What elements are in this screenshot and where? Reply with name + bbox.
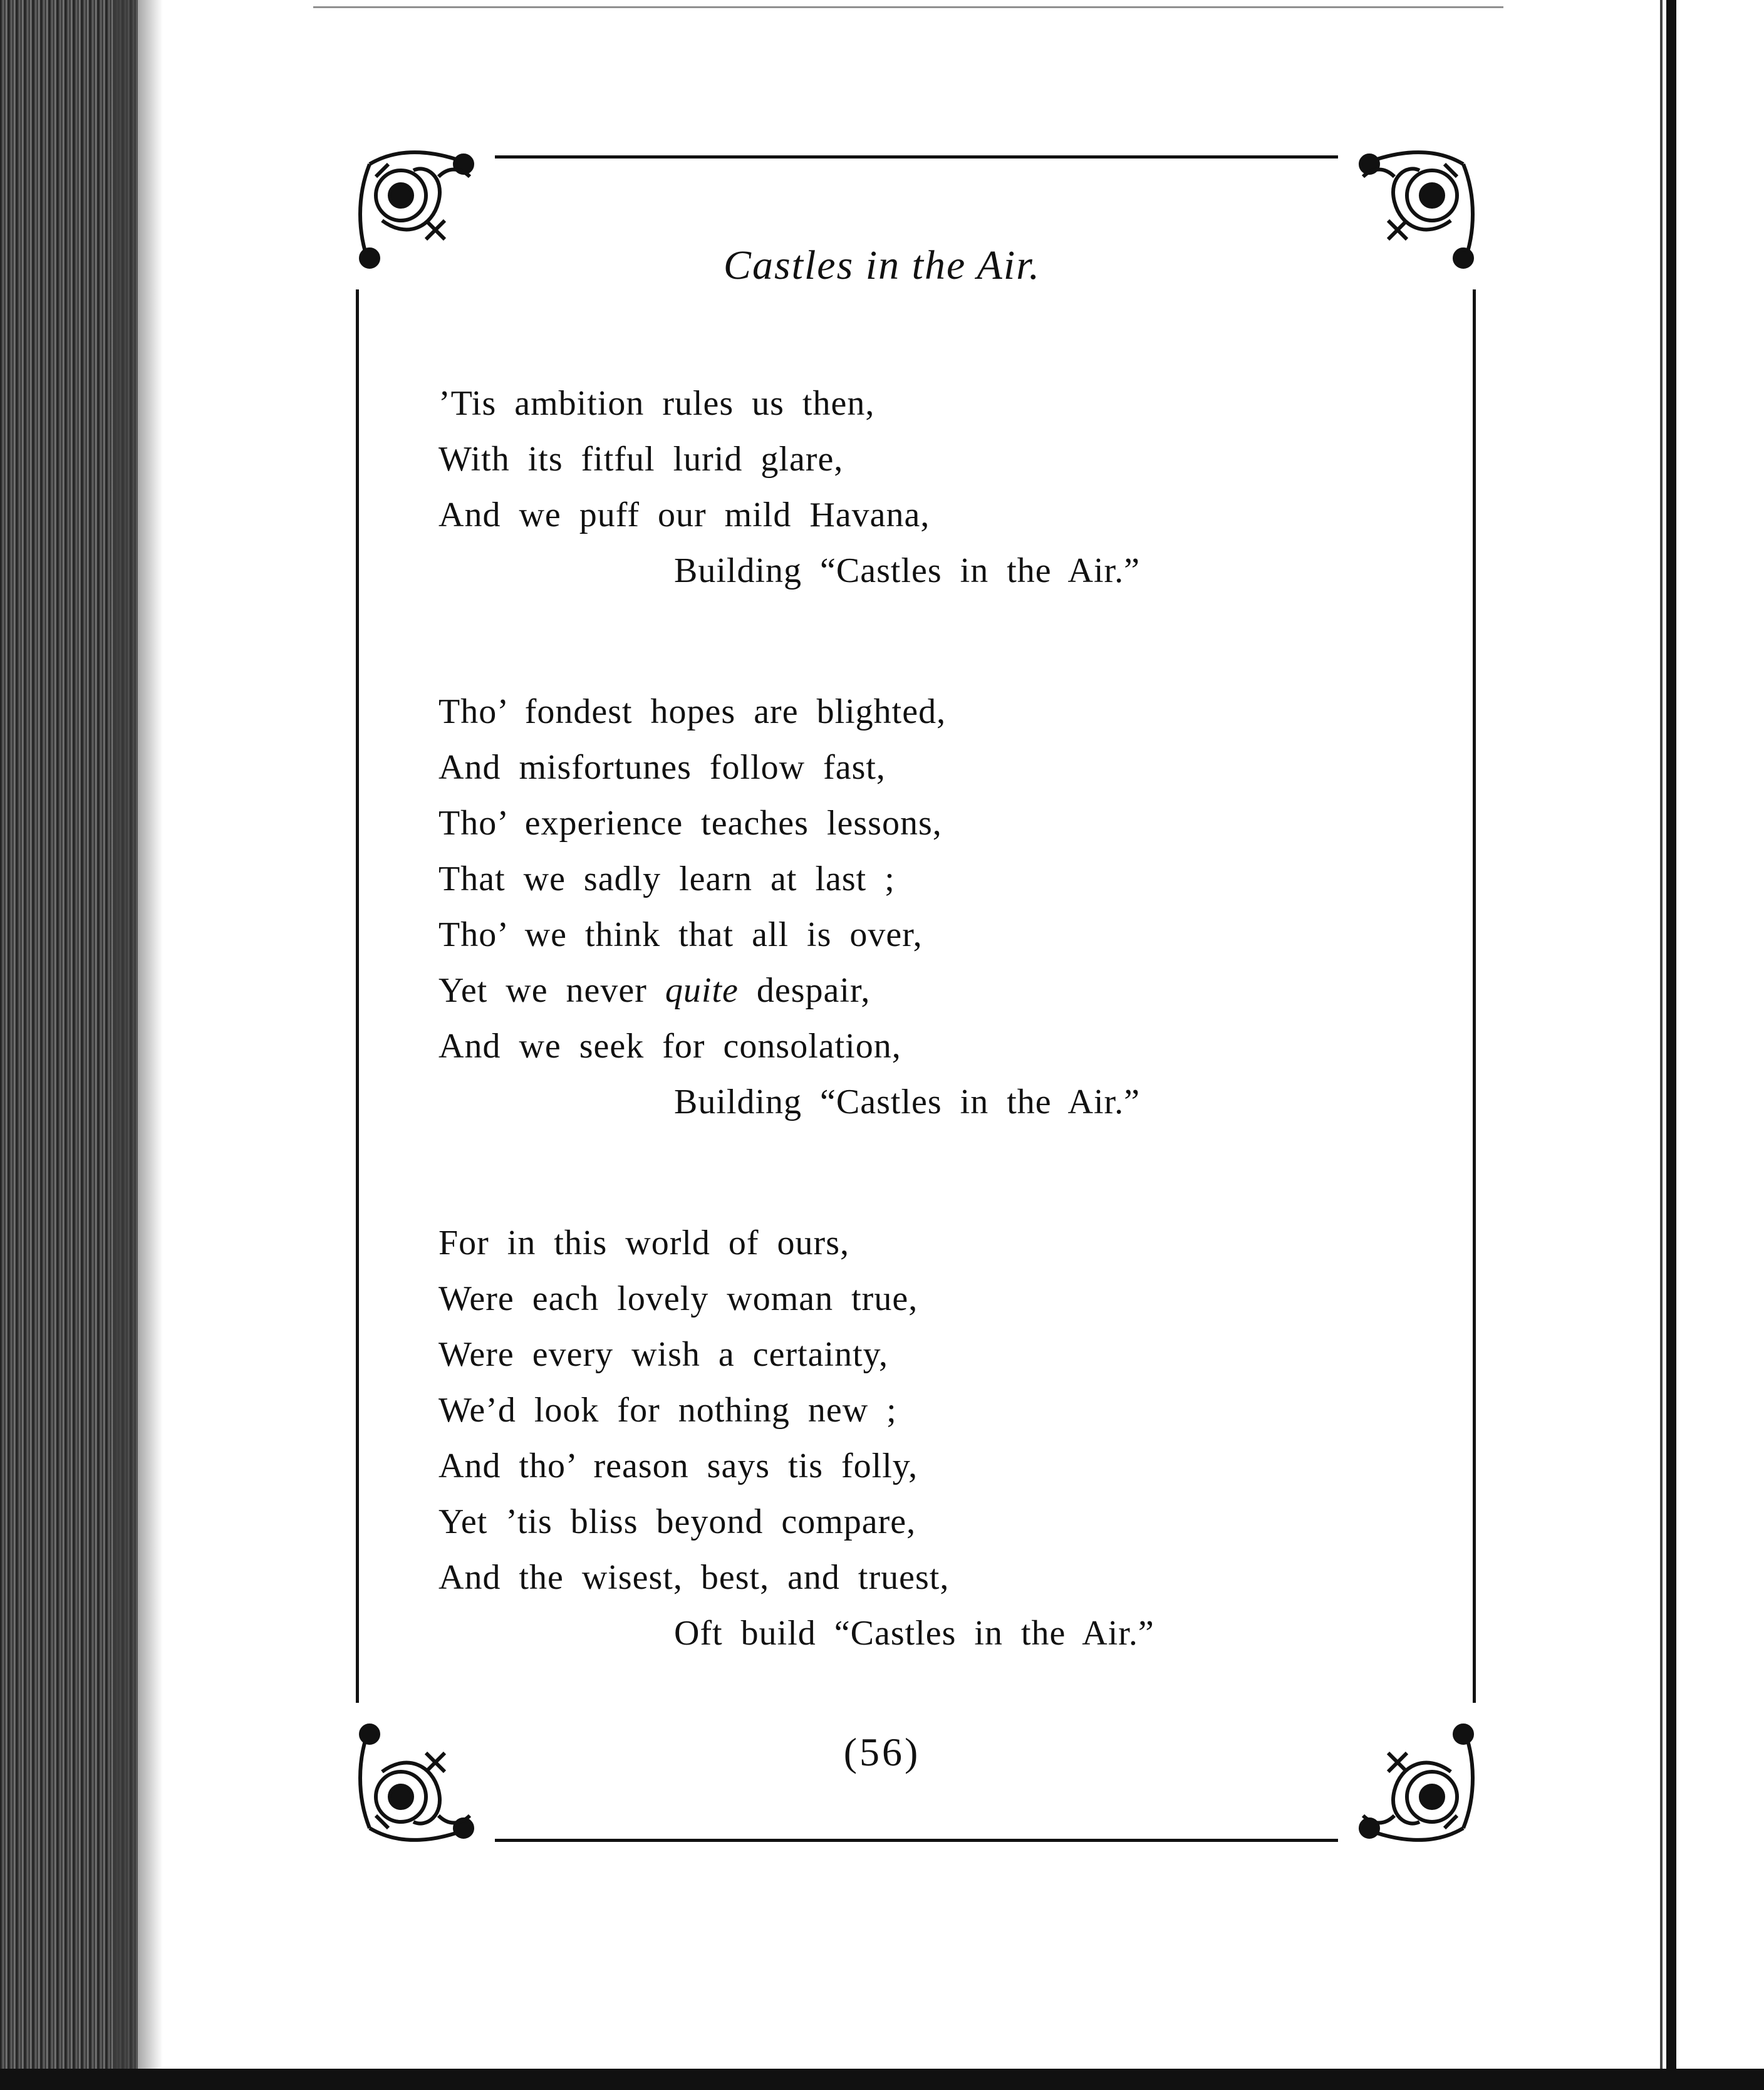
poem-line: For in this world of ours,	[438, 1224, 849, 1262]
right-page-edge	[1645, 0, 1764, 2090]
poem-line: Tho’ experience teaches lessons,	[438, 804, 942, 843]
poem-line: Building “Castles in the Air.”	[674, 1083, 1140, 1121]
emphasized-word: quite	[665, 971, 739, 1010]
poem-line: Tho’ we think that all is over,	[438, 915, 923, 954]
poem-line: ’Tis ambition rules us then,	[438, 384, 875, 423]
poem-line: Building “Castles in the Air.”	[674, 551, 1140, 590]
poem-line: And tho’ reason says tis folly,	[438, 1447, 918, 1485]
poem-line: Yet ’tis bliss beyond compare,	[438, 1502, 916, 1541]
stanza	[438, 684, 1378, 1130]
page-number: (56)	[843, 1730, 921, 1774]
poem-line: We’d look for nothing new ;	[438, 1391, 897, 1430]
right-edge-line	[1666, 0, 1676, 2090]
stanza	[438, 376, 1378, 599]
poem-line: And the wisest, best, and truest,	[438, 1558, 950, 1597]
stanza	[438, 1215, 1378, 1661]
running-title: Castles in the Air.	[723, 242, 1041, 288]
poem-line: And misfortunes follow fast,	[438, 748, 886, 787]
poem-line: Tho’ fondest hopes are blighted,	[438, 692, 947, 731]
poem-body	[438, 376, 1378, 1747]
poem-line: Were every wish a certainty,	[438, 1335, 888, 1374]
bottom-page-edge	[0, 2069, 1764, 2090]
poem-line: Oft build “Castles in the Air.”	[674, 1614, 1154, 1653]
poem-line: That we sadly learn at last ;	[438, 860, 895, 898]
poem-line: With its fitful lurid glare,	[438, 440, 844, 479]
top-scan-mark	[313, 6, 1503, 12]
poem-line: And we seek for consolation,	[438, 1027, 901, 1066]
poem-line: Were each lovely woman true,	[438, 1279, 918, 1318]
poem-line: Yet we never quite despair,	[438, 971, 871, 1010]
spine-shadow	[113, 0, 163, 2090]
right-edge-line-thin	[1660, 0, 1663, 2090]
poem-line: And we puff our mild Havana,	[438, 496, 930, 534]
